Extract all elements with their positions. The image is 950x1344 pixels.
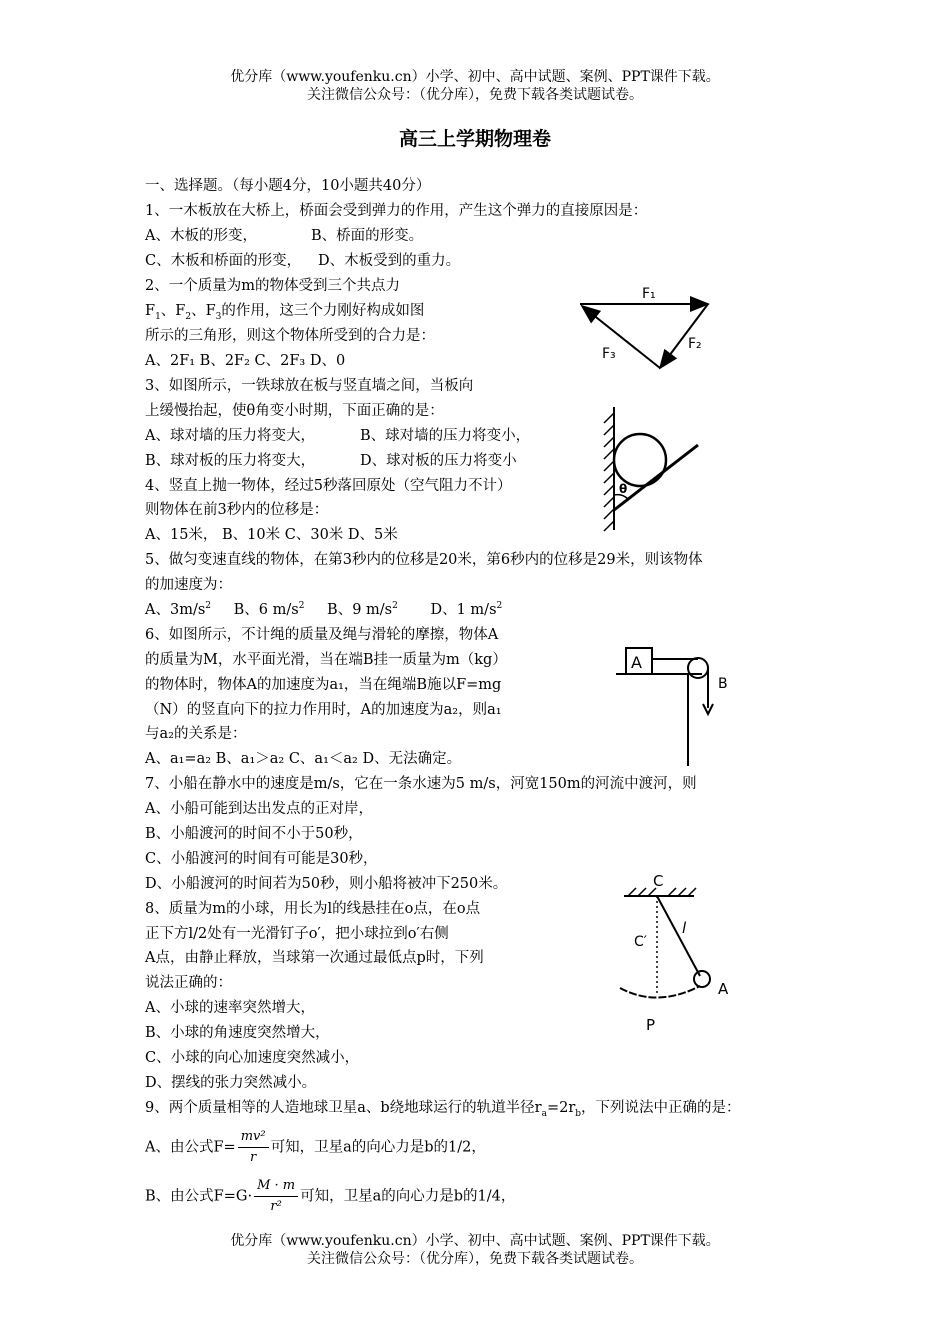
wall-hatching [604,413,614,531]
section-heading: 一、选择题。（每小题4分，10小题共40分） [145,178,431,194]
q7-stem: 7、小船在静水中的速度是m/s，它在一条水速为5 m/s，河宽150m的河流中渡河，则 [145,776,697,792]
q3-stem-2: 上缓慢抬起，使θ角变小时期，下面正确的是： [145,403,444,419]
q3-option-a: A、球对墙的压力将变大， [145,428,315,444]
header-line-2: 关注微信公众号：（优分库），免费下载各类试题试卷。 [307,87,643,103]
q6-stem-1: 6、如图所示，不计绳的质量及绳与滑轮的摩擦，物体A [145,627,499,643]
pendulum-figure [612,868,752,1038]
q1-option-a: A、木板的形变， [145,228,257,244]
force-triangle-figure [572,272,722,377]
q2-options: A、2F₁ B、2F₂ C、2F₃ D、0 [145,353,346,369]
q5-options: A、$3m/s^2$ B、6 $m/s^2$ B、9 $m/s^2$ D、1 $m/s^2$ [145,601,503,618]
q8-option-d: D、摆线的张力突然减小。 [145,1075,317,1091]
q7-option-d: D、小船渡河的时间若为50秒，则小船将被冲下250米。 [145,876,508,892]
pendulum-string [657,896,700,976]
q4-stem-1: 4、竖直上抛一物体，经过5秒落回原处（空气阻力不计） [145,478,512,494]
q3-option-b: B、球对墙的压力将变小， [360,428,531,444]
q3-option-d: D、球对板的压力将变小 [360,453,517,469]
pendulum-ball [694,971,710,987]
q8-option-a: A、小球的速率突然增大， [145,1000,315,1016]
iron-ball [614,434,666,486]
q8-stem-1: 8、质量为m的小球，用长为l的线悬挂在o点，在o点 [145,901,481,917]
end-b-label: B [718,676,728,692]
point-a-label: A [718,980,729,998]
q2-stem-3: 所示的三角形，则这个物体所受到的合力是： [145,328,435,344]
block-a-label: A [631,653,642,672]
footer-line-1: 优分库（www.youfenku.cn）小学、初中、高中试题、案例、PPT课件下载。 [230,1233,720,1249]
point-p-label: P [646,1016,656,1034]
q6-stem-5: 与a₂的关系是： [145,726,247,742]
label-f3: F₃ [602,346,616,362]
q9-option-b: B、由公式F=G· $\frac{M \cdot m}{\text{r²}}$ 可知，卫星a的向心力是b的1/4， [145,1176,515,1217]
q6-stem-2: 的质量为M，水平面光滑，当在端B挂一质量为m（kg） [145,652,507,668]
header-line-1: 优分库（www.youfenku.cn）小学、初中、高中试题、案例、PPT课件下载。 [230,69,720,85]
q5-stem-1: 5、做匀变速直线的物体，在第3秒内的位移是20米，第6秒内的位移是29米，则该物体 [145,552,703,568]
q5-option-a: A、3m/s [145,602,206,618]
pulley-figure [612,642,742,770]
label-f2: F₂ [688,336,702,352]
q8-stem-4: 说法正确的： [145,975,232,991]
footer-line-2: 关注微信公众号：（优分库），免费下载各类试题试卷。 [307,1251,643,1267]
q8-option-c: C、小球的向心加速度突然减小， [145,1050,360,1066]
q1-option-c: C、木板和桥面的形变， [145,253,302,269]
swing-arc [620,986,700,998]
q3-stem-1: 3、如图所示，一铁球放在板与竖直墙之间，当板向 [145,378,474,394]
q1-stem: 1、一木板放在大桥上，桥面会受到弹力的作用，产生这个弹力的直接原因是： [145,203,648,219]
formula-fraction-b: $\frac{M \cdot m}{\text{r²}}$ [254,1176,298,1217]
board-line [614,445,698,510]
q7-option-a: A、小船可能到达出发点的正对岸， [145,801,373,817]
q3-option-c: B、球对板的压力将变大， [145,453,316,469]
q2-stem-2: $F_1$、$F_2$、$F_3$的作用，这三个力刚好构成如图 [145,303,425,322]
q5-stem-2: 的加速度为： [145,577,232,593]
q8-stem-3: A点，由静止释放，当球第一次通过最低点p时，下列 [145,950,484,966]
force-f3-arrow [582,306,660,368]
q6-stem-3: 的物体时，物体A的加速度为a₁，当在绳端B施以F=mg [145,677,502,693]
q9-stem: 9、两个质量相等的人造地球卫星a、b绕地球运行的轨道半径$r_a=2r_b$，下列说法中正确的是： [145,1100,741,1119]
label-f1: F₁ [642,286,656,302]
q6-stem-4: （N）的竖直向下的拉力作用时，A的加速度为a₂，则a₁ [145,702,502,718]
q1-option-d: D、木板受到的重力。 [318,253,461,269]
point-c-label: C [653,872,664,890]
length-l-label: l [682,919,687,937]
q7-option-c: C、小船渡河的时间有可能是30秒， [145,851,378,867]
q1-option-b: B、桥面的形变。 [311,228,424,244]
q4-stem-2: 则物体在前3秒内的位移是： [145,502,329,518]
q8-option-b: B、小球的角速度突然增大， [145,1025,330,1041]
page-title: 高三上学期物理卷 [398,128,551,150]
ball-wall-figure [596,405,706,535]
q5-option-c: B、9 m/s [327,602,393,618]
point-c-prime-label: C′ [634,934,647,950]
q6-options: A、a₁=a₂ B、a₁＞a₂ C、a₁＜a₂ D、无法确定。 [145,751,462,767]
q7-option-b: B、小船渡河的时间不小于50秒， [145,826,363,842]
q5-option-d: D、1 m/s [430,602,497,618]
q9-option-a: A、由公式F= $\frac{\text{mv²}}{r}$ 可知，卫星a的向心力是b的1/2， [145,1127,486,1168]
q2-stem-1: 2、一个质量为m的物体受到三个共点力 [145,278,400,294]
q5-option-b: B、6 m/s [233,602,299,618]
q8-stem-2: 正下方l/2处有一光滑钉子o′，把小球拉到o′右侧 [145,926,449,942]
theta-label: θ [619,482,628,496]
formula-fraction-a: $\frac{\text{mv²}}{r}$ [238,1127,269,1168]
q4-options: A、15米， B、10米 C、30米 D、5米 [145,527,398,543]
